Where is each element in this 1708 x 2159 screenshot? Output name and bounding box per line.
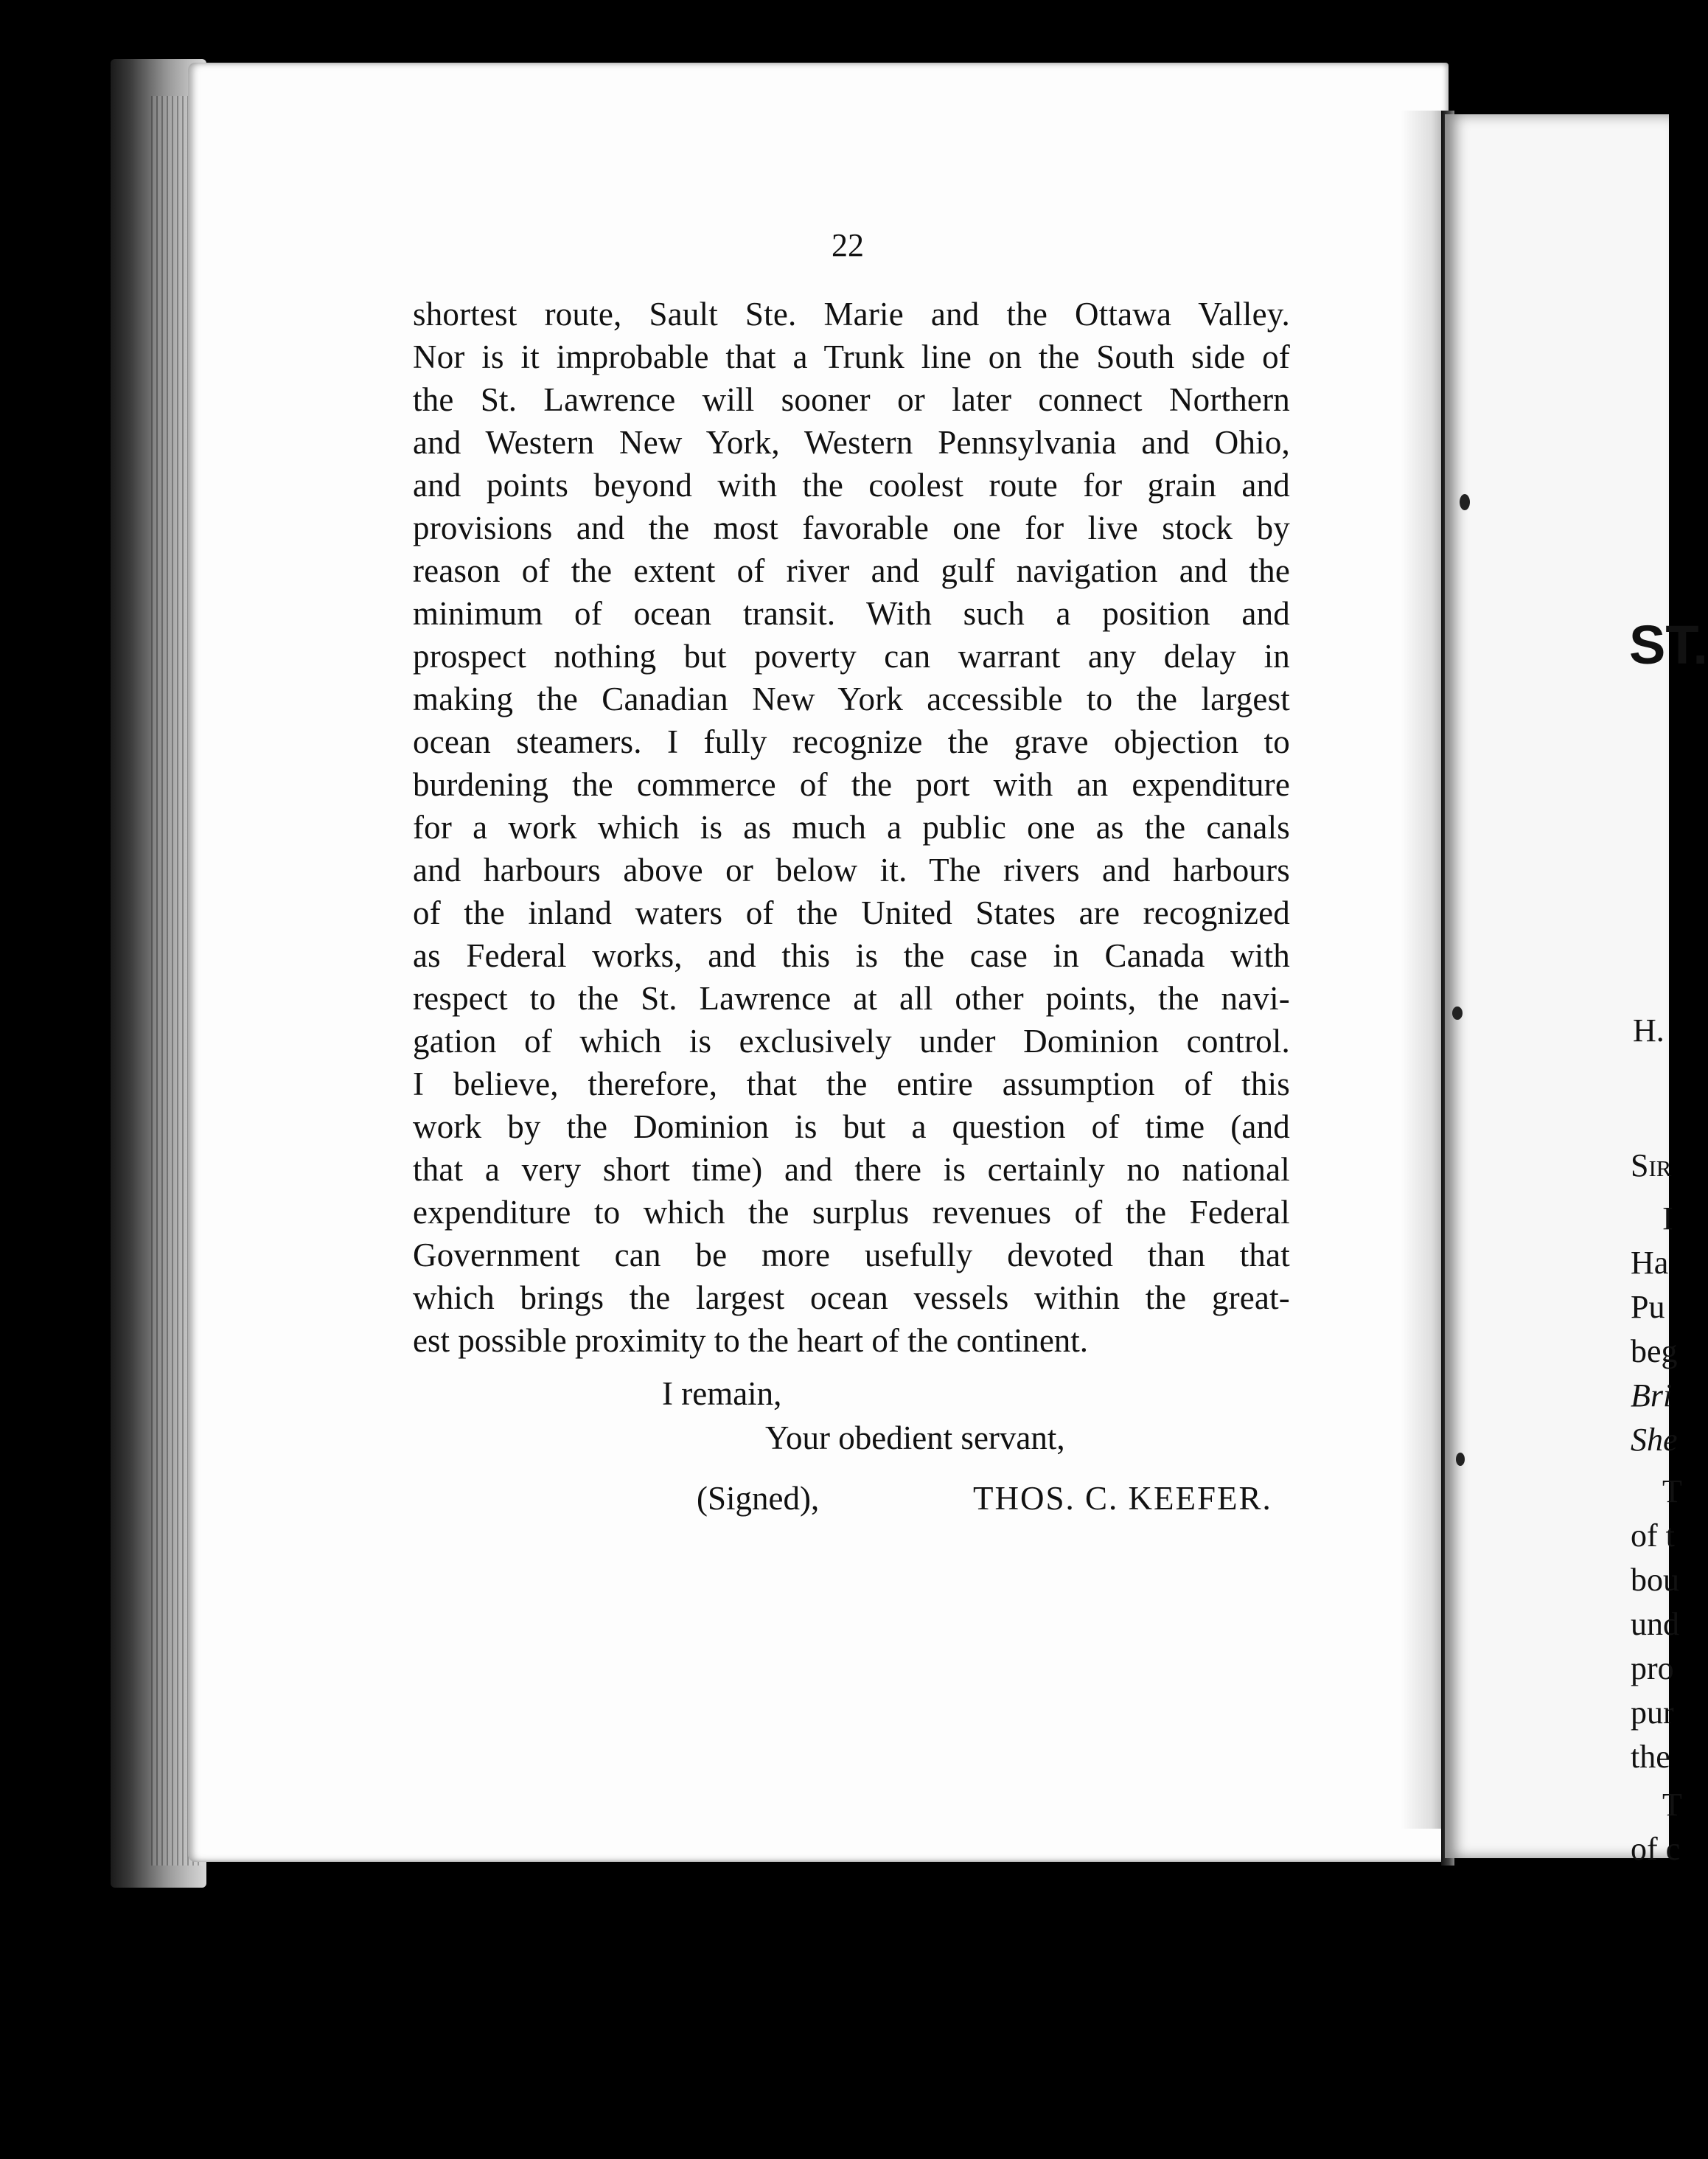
body-line: prospect nothing but poverty can warrant any delay in [413,638,1290,675]
body-line: minimum of ocean transit. With such a position and [413,595,1290,632]
scan-speck [1456,1453,1465,1466]
body-line: shortest route, Sault Ste. Marie and the Ottawa Valley. [413,296,1290,333]
body-line: and Western New York, Western Pennsylvania and Ohio, [413,424,1290,461]
body-line: reason of the extent of river and gulf navigation and the [413,552,1290,589]
closing-remain: I remain, [662,1375,782,1412]
facing-fragment: Ha [1631,1245,1669,1281]
facing-fragment: Pu [1631,1289,1665,1325]
facing-heading: ST. [1629,614,1708,675]
closing-signed: (Signed), [697,1480,820,1517]
facing-fragment: of t [1631,1517,1675,1554]
facing-fragment: T [1662,1787,1682,1823]
body-line: burdening the commerce of the port with an expenditure [413,766,1290,803]
closing-servant: Your obedient servant, [765,1419,1065,1456]
page-curve-shadow [1401,111,1445,1829]
facing-fragment: und [1631,1606,1679,1642]
facing-fragment: Bri [1631,1377,1673,1414]
facing-fragment: pur [1631,1694,1674,1731]
body-line: expenditure to which the surplus revenues of the Federal [413,1194,1290,1231]
body-line: Nor is it improbable that a Trunk line on the South side of [413,338,1290,375]
facing-fragment: Sir [1631,1147,1672,1183]
facing-fragment: bou [1631,1562,1679,1598]
body-line: making the Canadian New York accessible to the largest [413,681,1290,717]
body-line: and points beyond with the coolest route for grain and [413,467,1290,504]
body-line: work by the Dominion is but a question of time (and [413,1108,1290,1145]
body-line: that a very short time) and there is certainly no national [413,1151,1290,1188]
facing-initial: H. [1633,1012,1665,1049]
page-number: 22 [832,227,864,263]
body-line: provisions and the most favorable one for live stock by [413,510,1290,546]
facing-fragment: pro [1631,1650,1674,1686]
facing-fragment: of c [1631,1831,1681,1867]
facing-fragment: I [1662,1200,1673,1237]
body-line: respect to the St. Lawrence at all other points, the navi- [413,980,1290,1017]
body-line: the St. Lawrence will sooner or later connect Northern [413,381,1290,418]
body-line: I believe, therefore, that the entire assumption of this [413,1065,1290,1102]
facing-fragment: She [1631,1422,1678,1458]
facing-fragment: T [1662,1473,1682,1509]
body-line: as Federal works, and this is the case in Canada with [413,937,1290,974]
body-line: which brings the largest ocean vessels within the great- [413,1279,1290,1316]
body-line: for a work which is as much a public one as the canals [413,809,1290,846]
body-line: ocean steamers. I fully recognize the grave objection to [413,723,1290,760]
facing-fragment: beg [1631,1333,1678,1369]
signature-name: THOS. C. KEEFER. [973,1480,1272,1517]
body-line: and harbours above or below it. The rivers and harbours [413,852,1290,889]
body-line: of the inland waters of the United States are recognized [413,894,1290,931]
body-line-last: est possible proximity to the heart of the continent. [413,1322,1089,1359]
body-line: gation of which is exclusively under Dominion control. [413,1023,1290,1060]
scan-speck [1460,494,1470,510]
body-line: Government can be more usefully devoted than that [413,1237,1290,1273]
scan-speck [1452,1007,1463,1020]
facing-fragment: the [1631,1739,1670,1775]
